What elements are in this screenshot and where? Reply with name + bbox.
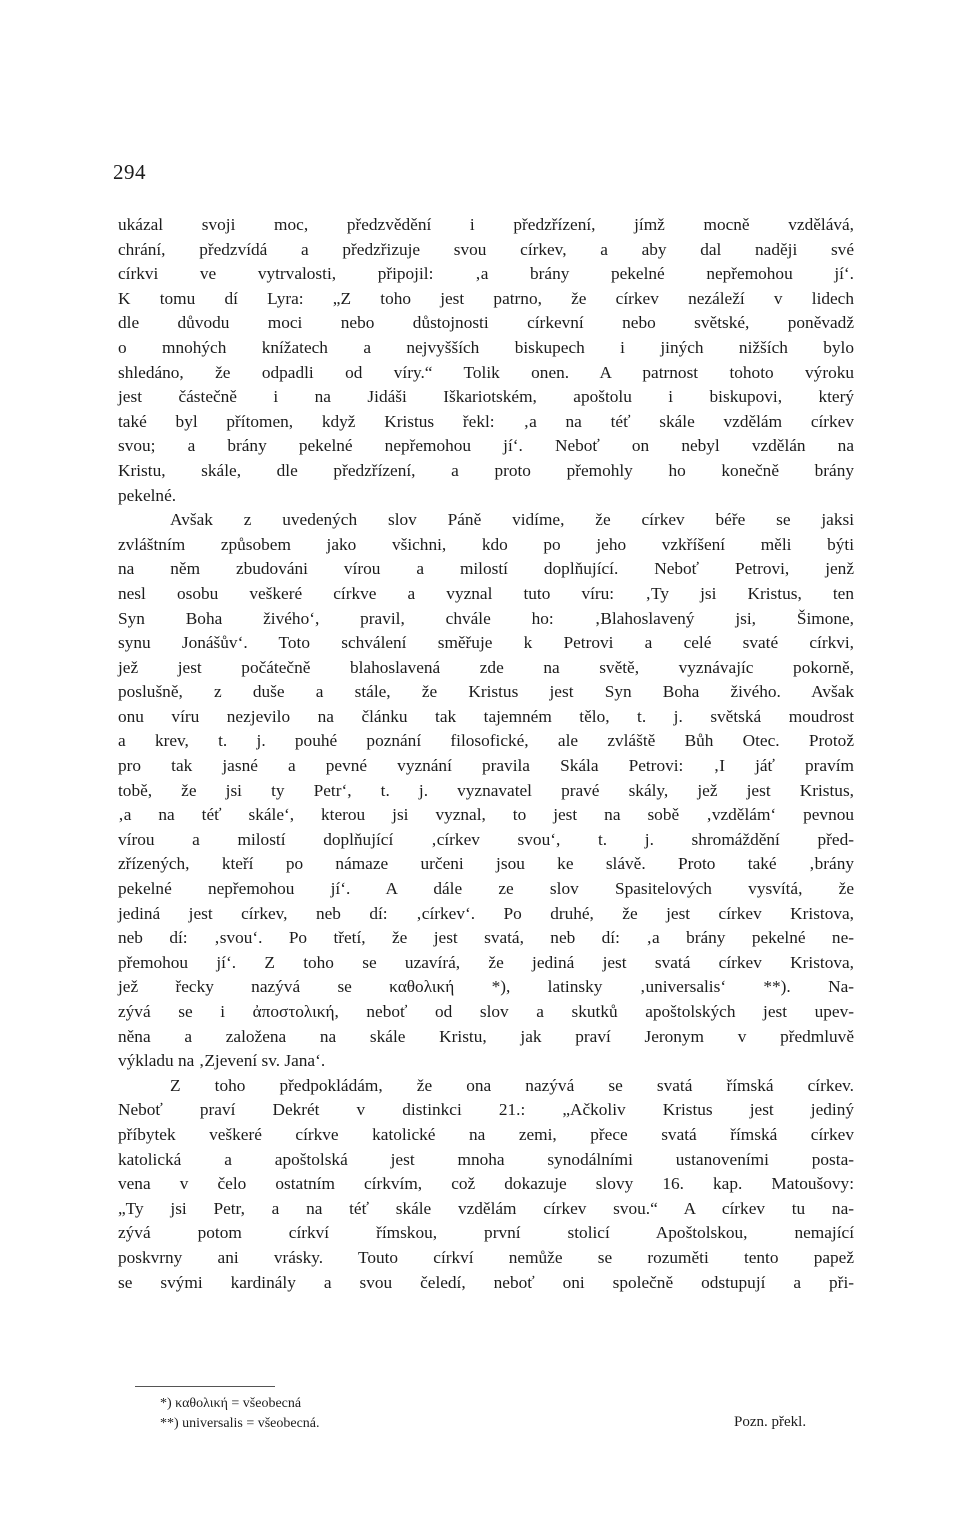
text-line: o mnohých knížatech a nejvyšších biskupech i jiných nižších bylo xyxy=(118,337,854,357)
text-line: nesl osobu veškeré církve a vyznal tuto víru: ‚Ty jsi Kristus, ten xyxy=(118,583,854,603)
text-line: Avšak z uvedených slov Páně vidíme, že církev béře se jaksi xyxy=(170,510,854,530)
text-line: jest částečně i na Jidáši Iškariotském, apoštolu i biskupovi, který xyxy=(118,387,854,407)
text-line: dle důvodu moci nebo důstojnosti církevní nebo světské, poněvadž xyxy=(118,313,854,333)
text-line: K tomu dí Lyra: „Z toho jest patrno, že církev nezáleží v lidech xyxy=(118,288,854,308)
text-line: chrání, předzvídá a předzřizuje svou církev, a aby dal naději své xyxy=(118,239,854,259)
text-line: Neboť praví Dekrét v distinkci 21.: „Ačkoliv Kristus jest jediný xyxy=(118,1100,854,1120)
footnotes xyxy=(160,1394,320,1434)
text-line: svou; a brány pekelné nepřemohou jí‘. Neboť on nebyl vzdělán na xyxy=(118,436,854,456)
text-line: onu víru nezjevilo na článku tak tajemném tělo, t. j. světská moudrost xyxy=(118,706,854,726)
body-text xyxy=(118,213,854,1295)
footnote-divider xyxy=(135,1386,275,1387)
text-line: pekelné nepřemohou jí‘. A dále ze slov Spasitelových vysvítá, že xyxy=(118,879,854,899)
text-line: synu Jonášův‘. Toto schválení směřuje k Petrovi a celé svaté církvi, xyxy=(118,633,854,653)
text-line: jež řecky nazývá se καθολική *), latinsky ‚universalis‘ **). Na- xyxy=(118,977,854,997)
text-line: na něm zbudováni vírou a milostí doplňující. Neboť Petrovi, jenž xyxy=(118,559,854,579)
text-line: Kristu, skále, dle předzřízení, a proto přemohly ho konečně brány xyxy=(118,460,854,480)
text-line: Z toho předpokládám, že ona nazývá se svatá římská církev. xyxy=(170,1075,854,1095)
text-line: tobě, že jsi ty Petr‘, t. j. vyznavatel pravé skály, jež jest Kristus, xyxy=(118,780,854,800)
text-line: zvláštním způsobem jako všichni, kdo po jeho vzkříšení měli býti xyxy=(118,534,854,554)
text-line: neb dí: ‚svou‘. Po třetí, že jest svatá, neb dí: ‚a brány pekelné ne- xyxy=(118,928,854,948)
text-line: vena v čelo ostatním církvím, což dokazuje slovy 16. kap. Matoušovy: xyxy=(118,1174,854,1194)
text-line: a krev, t. j. pouhé poznání filosofické, ale zvláště Bůh Otec. Protož xyxy=(118,731,854,751)
page-number: 294 xyxy=(113,160,146,184)
text-line: „Ty jsi Petr, a na téť skále vzdělám církev svou.“ A církev tu na- xyxy=(118,1198,854,1218)
text-line: poskvrny ani vrásky. Touto církví nemůže se rozuměti tento papež xyxy=(118,1247,854,1267)
text-line: ukázal svoji moc, předzvědění i předzřízení, jímž mocně vzdělává, xyxy=(118,215,854,234)
text-line: poslušně, z duše a stále, že Kristus jest Syn Boha živého. Avšak xyxy=(118,682,854,702)
translator-note: Pozn. překl. xyxy=(734,1414,807,1430)
text-line: pekelné. xyxy=(118,485,177,505)
text-line: se svými kardinály a svou čeledí, neboť oni společně odstupují a při- xyxy=(118,1272,854,1292)
text-line: shledáno, že odpadli od víry.“ Tolik onen. A patrnost tohoto výroku xyxy=(118,362,854,382)
text-line: katolická a apoštolská jest mnoha synodálními ustanoveními posta- xyxy=(118,1149,854,1169)
text-line: pro tak jasné a pevné vyznání pravila Skála Petrovi: ‚I jáť pravím xyxy=(118,756,854,776)
text-line: ‚a na téť skále‘, kterou jsi vyznal, to jest na sobě ‚vzdělám‘ pevnou xyxy=(118,805,854,825)
text-line: Syn Boha živého‘, pravil, chvále ho: ‚Blahoslavený jsi, Šimone, xyxy=(118,608,854,628)
text-line: přemohou jí‘. Z toho se uzavírá, že jediná jest svatá církev Kristova, xyxy=(118,952,854,972)
text-line: zývá potom církví římskou, první stolicí Apoštolskou, nemající xyxy=(118,1223,854,1243)
text-line: zývá se i ἀποστολική, neboť od slov a skutků apoštolských jest upev- xyxy=(118,1002,854,1021)
text-line: něna a založena na skále Kristu, jak praví Jeronym v předmluvě xyxy=(118,1026,854,1046)
text-line: zřízených, kteří po námaze určeni jsou ke slávě. Proto také ‚brány xyxy=(118,854,854,874)
text-line: jediná jest církev, neb dí: ‚církev‘. Po druhé, že jest církev Kristova, xyxy=(118,903,854,923)
text-line: příbytek veškeré církve katolické na zemi, přece svatá římská církev xyxy=(118,1124,854,1144)
footnote-2: **) universalis = všeobecná. xyxy=(160,1416,320,1431)
text-line: výkladu na ‚Zjevení sv. Jana‘. xyxy=(118,1051,326,1071)
text-line: jež jest počátečně blahoslavená zde na světě, vyznávajíc pokorně, xyxy=(118,657,854,677)
text-line: také byl přítomen, když Kristus řekl: ‚a na téť skále vzdělám církev xyxy=(118,411,854,431)
text-line: vírou a milostí doplňující ‚církev svou‘, t. j. shromáždění před- xyxy=(118,829,854,849)
footnote-1: *) καθολική = všeobecná xyxy=(160,1396,302,1411)
text-line: církvi ve vytrvalosti, připojil: ‚a brány pekelné nepřemohou jí‘. xyxy=(118,264,854,284)
